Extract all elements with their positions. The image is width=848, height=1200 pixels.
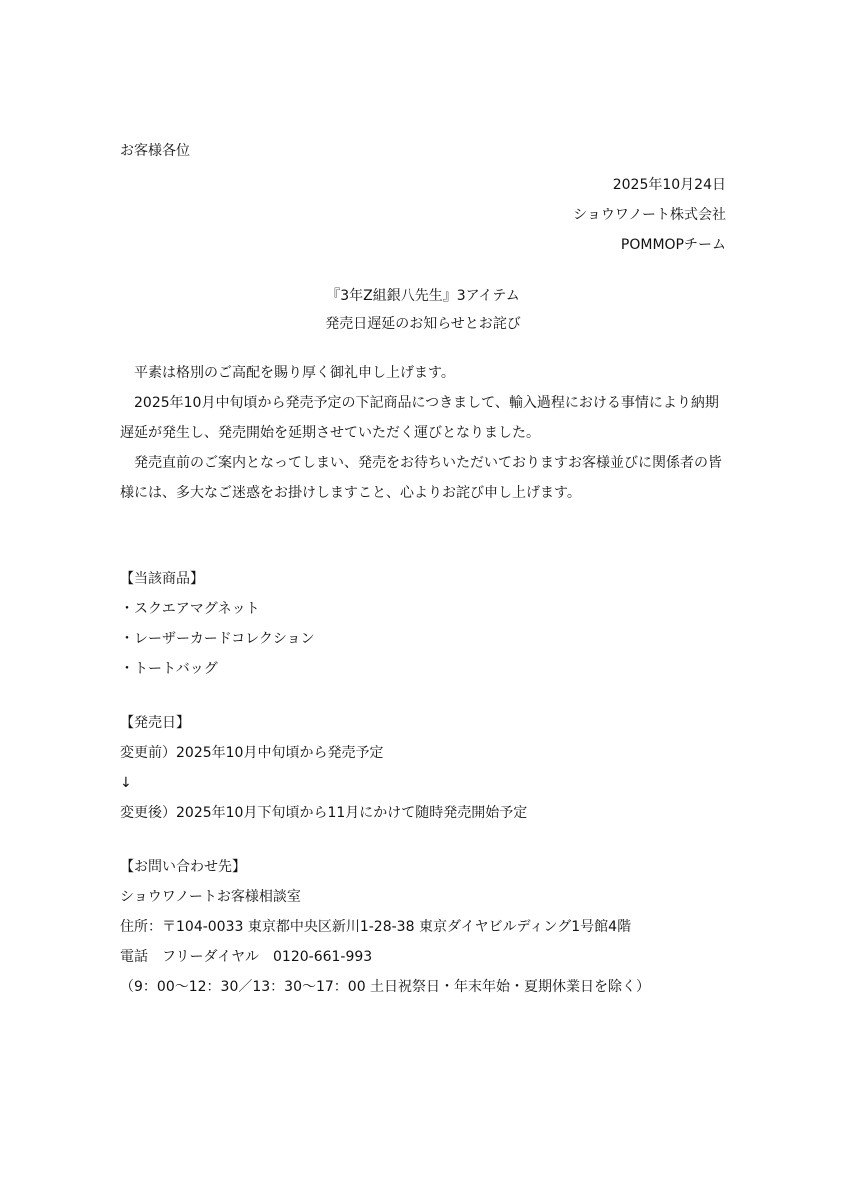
release-before: 変更前）2025年10月中旬頃から発売予定	[120, 745, 384, 761]
release-heading: 【発売日】	[120, 715, 190, 731]
contact-name: ショウワノートお客様相談室	[120, 889, 301, 905]
products-section	[120, 564, 726, 684]
contact-phone: 電話 フリーダイヤル 0120-661-993	[120, 949, 373, 965]
body-text	[120, 358, 726, 508]
document-date: 2025年10月24日	[612, 177, 726, 193]
product-item: ・レーザーカードコレクション	[120, 631, 315, 647]
contact-hours: （9：00～12：30／13：30～17：00 土日祝祭日・年末年始・夏期休業日を除く）	[120, 979, 651, 995]
apology-paragraph: 発売直前のご案内となってしまい、発売をお待ちいただいておりますお客様並びに関係者の皆様には、多大なご迷惑をお掛けしますこと、心よりお詫び申し上げます。	[120, 455, 722, 501]
contact-section	[120, 852, 726, 1002]
title-line-2: 発売日遅延のお知らせとお詫び	[325, 316, 521, 332]
document-page	[120, 140, 726, 1002]
team-name: POMMOPチーム	[620, 237, 726, 253]
sender-block	[120, 170, 726, 260]
products-heading: 【当該商品】	[120, 571, 204, 587]
contact-address: 住所：〒104-0033 東京都中央区新川1-28-38 東京ダイヤビルディング1号館4階	[120, 919, 632, 935]
product-item: ・トートバッグ	[120, 661, 218, 677]
release-arrow: ↓	[120, 775, 132, 791]
contact-heading: 【お問い合わせ先】	[120, 859, 246, 875]
product-item: ・スクエアマグネット	[120, 601, 260, 617]
greeting-paragraph: 平素は格別のご高配を賜り厚く御礼申し上げます。	[134, 365, 455, 381]
delay-paragraph: 2025年10月中旬頃から発売予定の下記商品につきまして、輸入過程における事情により納期遅延が発生し、発売開始を延期させていただく運びとなりました。	[120, 395, 719, 441]
document-title	[120, 282, 726, 338]
release-section	[120, 708, 726, 828]
addressee: お客様各位	[120, 143, 190, 159]
release-after: 変更後）2025年10月下旬頃から11月にかけて随時発売開始予定	[120, 805, 528, 821]
company-name: ショウワノート株式会社	[573, 207, 726, 223]
title-line-1: 『3年Z組銀八先生』3アイテム	[326, 288, 520, 304]
